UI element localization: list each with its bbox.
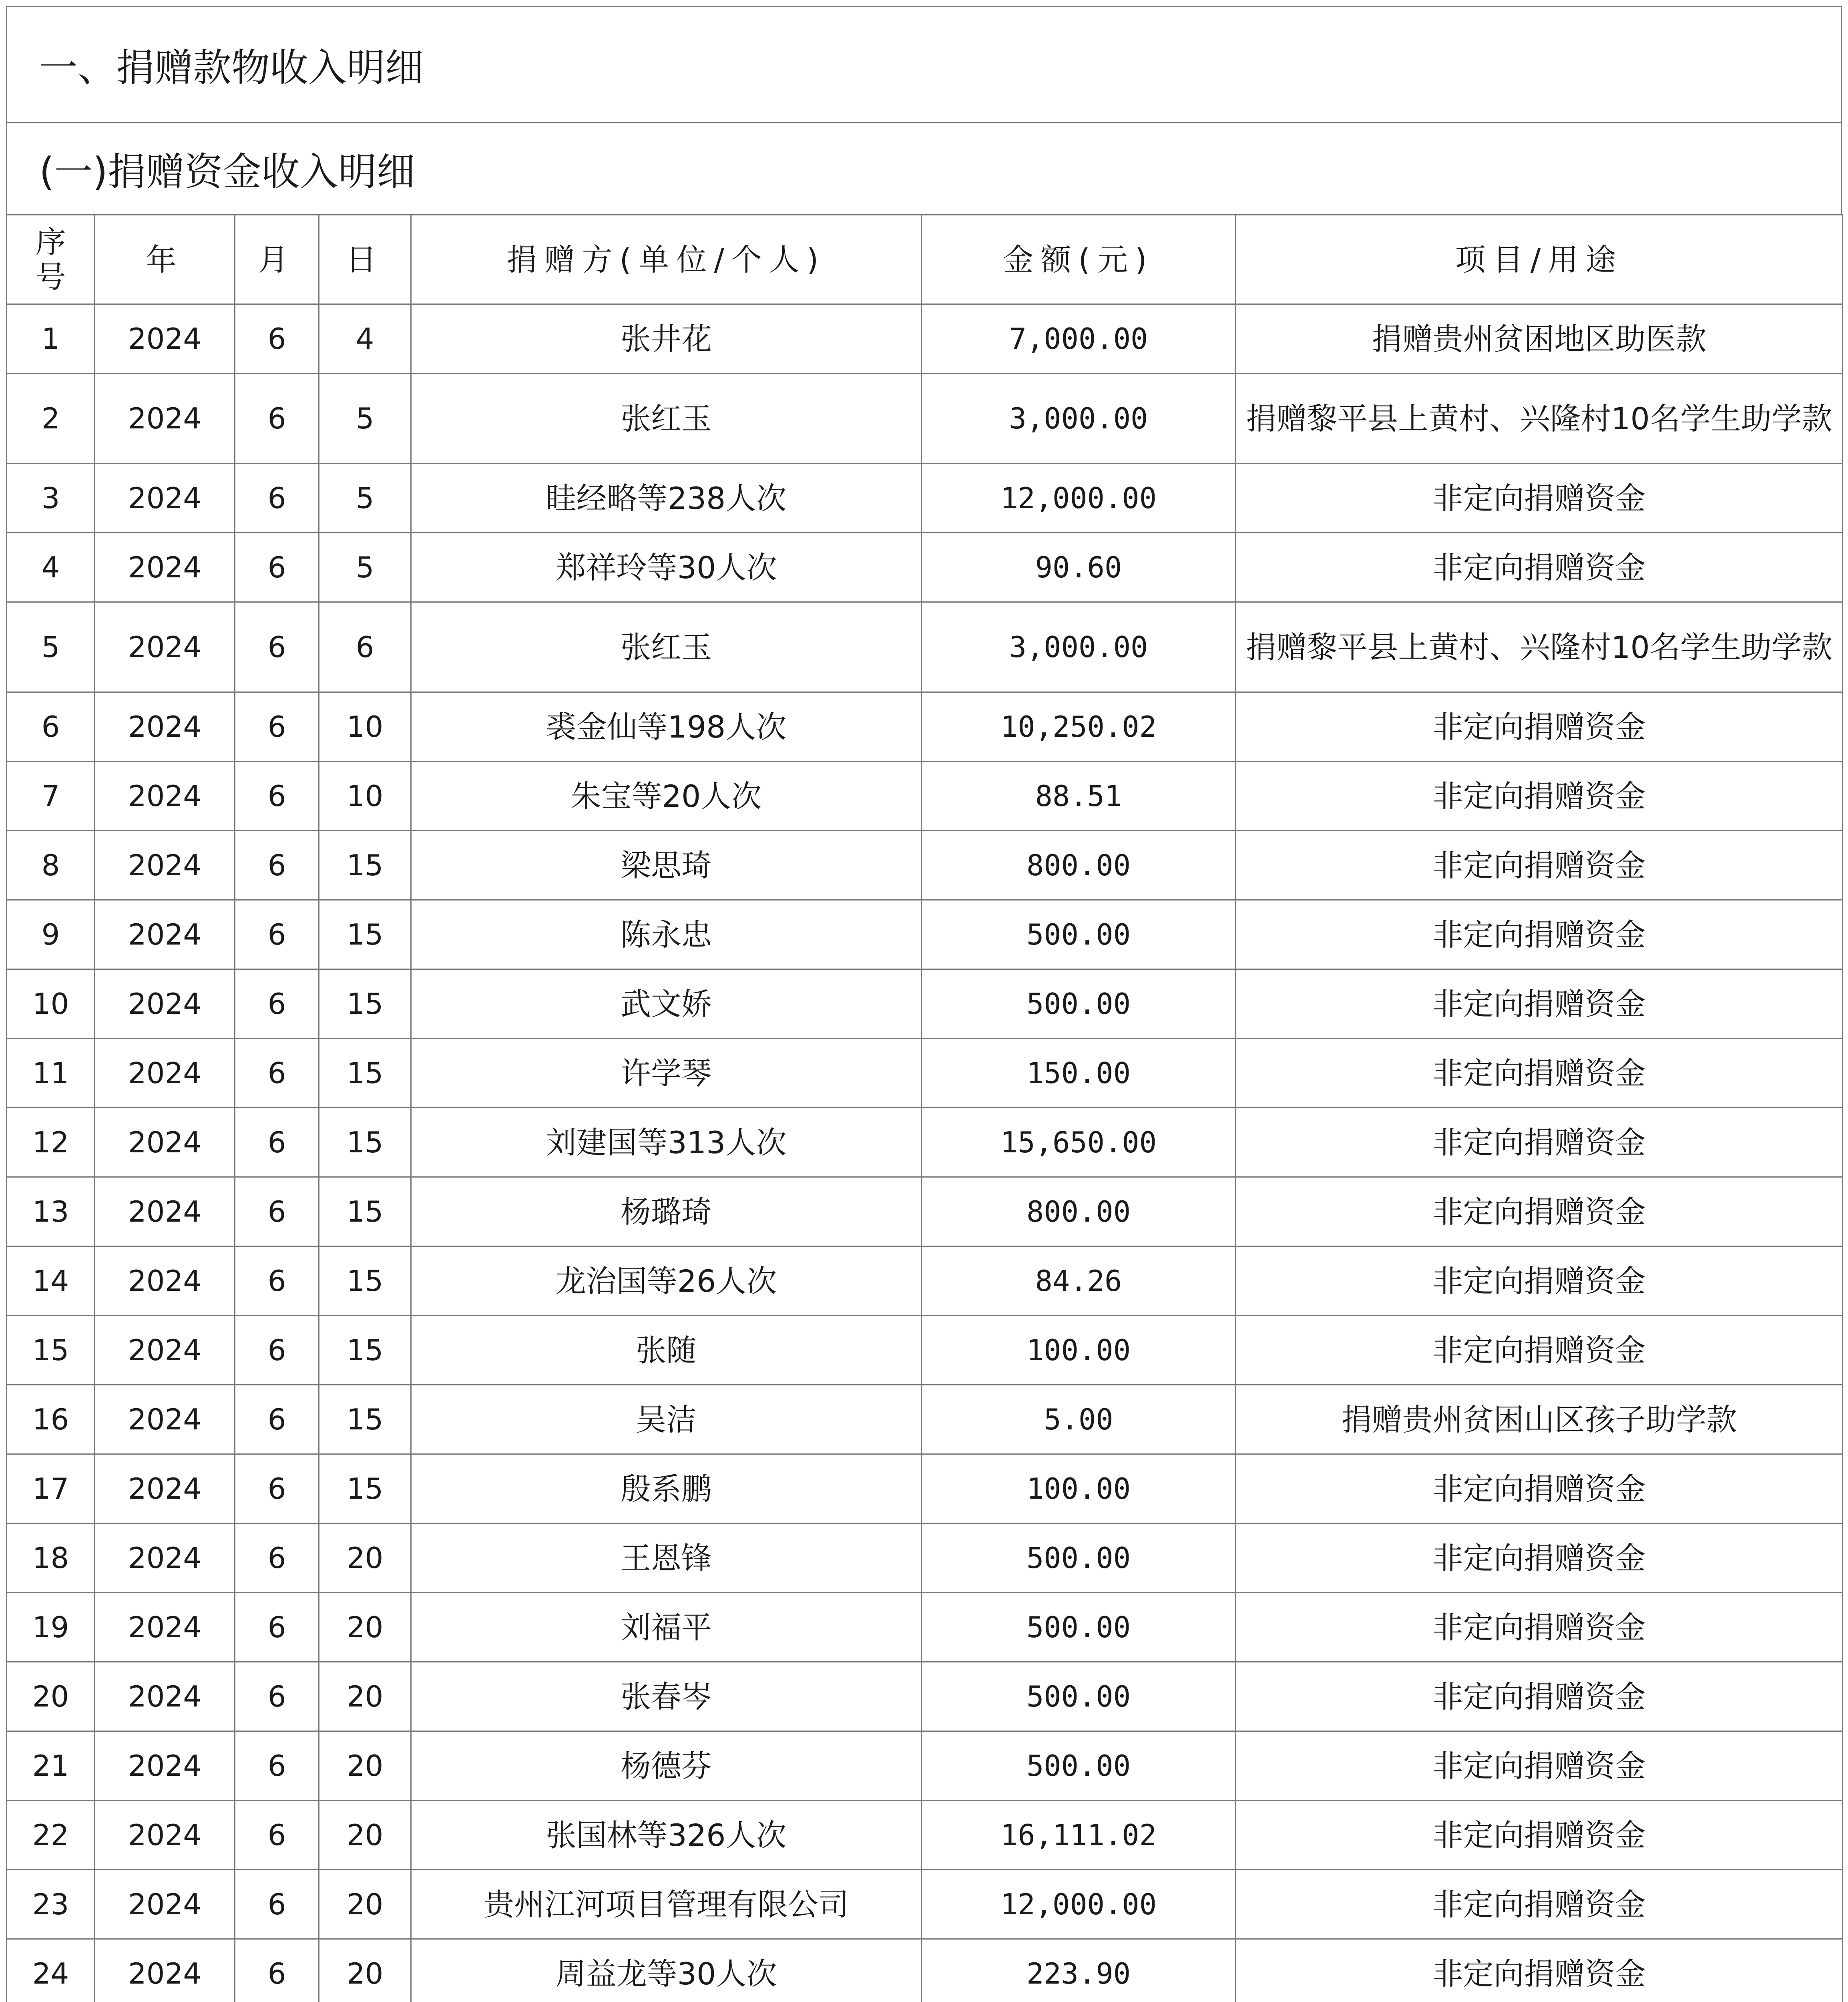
amount-cell: 88.51 bbox=[922, 762, 1236, 831]
purpose-cell: 非定向捐赠资金 bbox=[1236, 969, 1843, 1039]
donor-cell: 张红玉 bbox=[411, 374, 922, 464]
donor-cell: 张春岑 bbox=[411, 1662, 922, 1731]
year-cell: 2024 bbox=[95, 374, 235, 464]
donor-cell: 贵州江河项目管理有限公司 bbox=[411, 1870, 922, 1939]
purpose-cell: 非定向捐赠资金 bbox=[1236, 1593, 1843, 1662]
year-cell: 2024 bbox=[95, 969, 235, 1039]
year-cell: 2024 bbox=[95, 1870, 235, 1939]
seq-cell: 16 bbox=[7, 1385, 95, 1454]
donor-cell: 吴洁 bbox=[411, 1385, 922, 1454]
table-row bbox=[7, 831, 1843, 900]
day-cell: 10 bbox=[319, 692, 411, 762]
seq-cell: 20 bbox=[7, 1662, 95, 1731]
seq-cell: 10 bbox=[7, 969, 95, 1039]
seq-cell: 24 bbox=[7, 1939, 95, 2002]
day-cell: 20 bbox=[319, 1801, 411, 1870]
amount-cell: 16,111.02 bbox=[922, 1801, 1236, 1870]
table-row bbox=[7, 969, 1843, 1039]
amount-cell: 90.60 bbox=[922, 533, 1236, 602]
year-cell: 2024 bbox=[95, 1801, 235, 1870]
year-cell: 2024 bbox=[95, 304, 235, 374]
day-cell: 15 bbox=[319, 1177, 411, 1246]
month-cell: 6 bbox=[235, 762, 319, 831]
table-row bbox=[7, 1801, 1843, 1870]
amount-cell: 3,000.00 bbox=[922, 374, 1236, 464]
table-header-row bbox=[7, 215, 1843, 304]
donor-cell: 殷系鹏 bbox=[411, 1454, 922, 1524]
donor-cell: 裘金仙等198人次 bbox=[411, 692, 922, 762]
day-cell: 4 bbox=[319, 304, 411, 374]
year-cell: 2024 bbox=[95, 1662, 235, 1731]
year-cell: 2024 bbox=[95, 1524, 235, 1593]
amount-cell: 500.00 bbox=[922, 969, 1236, 1039]
day-cell: 20 bbox=[319, 1939, 411, 2002]
header-purpose: 项目/用途 bbox=[1236, 215, 1843, 304]
seq-cell: 22 bbox=[7, 1801, 95, 1870]
seq-cell: 21 bbox=[7, 1731, 95, 1801]
table-row bbox=[7, 1731, 1843, 1801]
donor-cell: 龙治国等26人次 bbox=[411, 1246, 922, 1316]
month-cell: 6 bbox=[235, 1662, 319, 1731]
day-cell: 15 bbox=[319, 1454, 411, 1524]
donor-cell: 张国林等326人次 bbox=[411, 1801, 922, 1870]
table-row bbox=[7, 1177, 1843, 1246]
year-cell: 2024 bbox=[95, 1246, 235, 1316]
seq-cell: 7 bbox=[7, 762, 95, 831]
day-cell: 15 bbox=[319, 900, 411, 969]
seq-cell: 17 bbox=[7, 1454, 95, 1524]
header-seq: 序 号 bbox=[7, 215, 95, 304]
amount-cell: 84.26 bbox=[922, 1246, 1236, 1316]
year-cell: 2024 bbox=[95, 1177, 235, 1246]
purpose-cell: 非定向捐赠资金 bbox=[1236, 1731, 1843, 1801]
year-cell: 2024 bbox=[95, 762, 235, 831]
table-row bbox=[7, 1524, 1843, 1593]
table-row bbox=[7, 1662, 1843, 1731]
amount-cell: 100.00 bbox=[922, 1454, 1236, 1524]
purpose-cell: 捐赠黎平县上黄村、兴隆村10名学生助学款 bbox=[1236, 602, 1843, 692]
table-row bbox=[7, 602, 1843, 692]
year-cell: 2024 bbox=[95, 692, 235, 762]
table-row bbox=[7, 1870, 1843, 1939]
month-cell: 6 bbox=[235, 1108, 319, 1177]
seq-cell: 14 bbox=[7, 1246, 95, 1316]
month-cell: 6 bbox=[235, 1593, 319, 1662]
amount-cell: 800.00 bbox=[922, 1177, 1236, 1246]
purpose-cell: 非定向捐赠资金 bbox=[1236, 1316, 1843, 1385]
month-cell: 6 bbox=[235, 304, 319, 374]
day-cell: 15 bbox=[319, 1108, 411, 1177]
header-day: 日 bbox=[319, 215, 411, 304]
donor-cell: 刘建国等313人次 bbox=[411, 1108, 922, 1177]
day-cell: 6 bbox=[319, 602, 411, 692]
year-cell: 2024 bbox=[95, 1939, 235, 2002]
amount-cell: 12,000.00 bbox=[922, 464, 1236, 533]
day-cell: 5 bbox=[319, 533, 411, 602]
donation-report bbox=[6, 6, 1842, 2002]
table-row bbox=[7, 692, 1843, 762]
seq-cell: 18 bbox=[7, 1524, 95, 1593]
amount-cell: 7,000.00 bbox=[922, 304, 1236, 374]
year-cell: 2024 bbox=[95, 533, 235, 602]
table-row bbox=[7, 1385, 1843, 1454]
purpose-cell: 非定向捐赠资金 bbox=[1236, 1177, 1843, 1246]
seq-cell: 8 bbox=[7, 831, 95, 900]
donor-cell: 郑祥玲等30人次 bbox=[411, 533, 922, 602]
day-cell: 20 bbox=[319, 1662, 411, 1731]
donor-cell: 武文娇 bbox=[411, 969, 922, 1039]
amount-cell: 10,250.02 bbox=[922, 692, 1236, 762]
purpose-cell: 非定向捐赠资金 bbox=[1236, 464, 1843, 533]
day-cell: 15 bbox=[319, 969, 411, 1039]
donor-cell: 刘福平 bbox=[411, 1593, 922, 1662]
donor-cell: 张红玉 bbox=[411, 602, 922, 692]
month-cell: 6 bbox=[235, 969, 319, 1039]
month-cell: 6 bbox=[235, 1731, 319, 1801]
year-cell: 2024 bbox=[95, 1385, 235, 1454]
amount-cell: 500.00 bbox=[922, 1731, 1236, 1801]
purpose-cell: 非定向捐赠资金 bbox=[1236, 1454, 1843, 1524]
donor-cell: 眭经略等238人次 bbox=[411, 464, 922, 533]
donor-cell: 杨璐琦 bbox=[411, 1177, 922, 1246]
month-cell: 6 bbox=[235, 602, 319, 692]
amount-cell: 100.00 bbox=[922, 1316, 1236, 1385]
month-cell: 6 bbox=[235, 1385, 319, 1454]
table-row bbox=[7, 1108, 1843, 1177]
donor-cell: 张随 bbox=[411, 1316, 922, 1385]
month-cell: 6 bbox=[235, 374, 319, 464]
donor-cell: 朱宝等20人次 bbox=[411, 762, 922, 831]
seq-cell: 4 bbox=[7, 533, 95, 602]
donor-cell: 许学琴 bbox=[411, 1039, 922, 1108]
header-year: 年 bbox=[95, 215, 235, 304]
donor-cell: 周益龙等30人次 bbox=[411, 1939, 922, 2002]
table-row bbox=[7, 1454, 1843, 1524]
purpose-cell: 非定向捐赠资金 bbox=[1236, 1246, 1843, 1316]
purpose-cell: 捐赠贵州贫困山区孩子助学款 bbox=[1236, 1385, 1843, 1454]
seq-cell: 19 bbox=[7, 1593, 95, 1662]
seq-cell: 2 bbox=[7, 374, 95, 464]
year-cell: 2024 bbox=[95, 1593, 235, 1662]
table-row bbox=[7, 374, 1843, 464]
month-cell: 6 bbox=[235, 1870, 319, 1939]
purpose-cell: 非定向捐赠资金 bbox=[1236, 1039, 1843, 1108]
amount-cell: 150.00 bbox=[922, 1039, 1236, 1108]
seq-cell: 13 bbox=[7, 1177, 95, 1246]
month-cell: 6 bbox=[235, 464, 319, 533]
header-amount: 金额(元) bbox=[922, 215, 1236, 304]
amount-cell: 3,000.00 bbox=[922, 602, 1236, 692]
day-cell: 15 bbox=[319, 831, 411, 900]
purpose-cell: 非定向捐赠资金 bbox=[1236, 762, 1843, 831]
donor-cell: 陈永忠 bbox=[411, 900, 922, 969]
seq-cell: 9 bbox=[7, 900, 95, 969]
year-cell: 2024 bbox=[95, 1731, 235, 1801]
seq-cell: 6 bbox=[7, 692, 95, 762]
seq-cell: 5 bbox=[7, 602, 95, 692]
month-cell: 6 bbox=[235, 1246, 319, 1316]
amount-cell: 12,000.00 bbox=[922, 1870, 1236, 1939]
donor-cell: 王恩锋 bbox=[411, 1524, 922, 1593]
purpose-cell: 非定向捐赠资金 bbox=[1236, 900, 1843, 969]
purpose-cell: 非定向捐赠资金 bbox=[1236, 692, 1843, 762]
year-cell: 2024 bbox=[95, 1454, 235, 1524]
purpose-cell: 非定向捐赠资金 bbox=[1236, 831, 1843, 900]
purpose-cell: 非定向捐赠资金 bbox=[1236, 1870, 1843, 1939]
header-month: 月 bbox=[235, 215, 319, 304]
purpose-cell: 非定向捐赠资金 bbox=[1236, 1939, 1843, 2002]
month-cell: 6 bbox=[235, 831, 319, 900]
seq-cell: 1 bbox=[7, 304, 95, 374]
section-title: 一、捐赠款物收入明细 bbox=[6, 6, 1842, 122]
month-cell: 6 bbox=[235, 1801, 319, 1870]
month-cell: 6 bbox=[235, 1939, 319, 2002]
amount-cell: 500.00 bbox=[922, 1524, 1236, 1593]
seq-cell: 12 bbox=[7, 1108, 95, 1177]
day-cell: 5 bbox=[319, 374, 411, 464]
table-row bbox=[7, 762, 1843, 831]
seq-cell: 11 bbox=[7, 1039, 95, 1108]
year-cell: 2024 bbox=[95, 1316, 235, 1385]
header-donor: 捐赠方(单位/个人) bbox=[411, 215, 922, 304]
table-row bbox=[7, 1316, 1843, 1385]
day-cell: 15 bbox=[319, 1385, 411, 1454]
purpose-cell: 非定向捐赠资金 bbox=[1236, 1801, 1843, 1870]
seq-cell: 15 bbox=[7, 1316, 95, 1385]
amount-cell: 223.90 bbox=[922, 1939, 1236, 2002]
day-cell: 15 bbox=[319, 1316, 411, 1385]
donor-cell: 梁思琦 bbox=[411, 831, 922, 900]
year-cell: 2024 bbox=[95, 900, 235, 969]
month-cell: 6 bbox=[235, 1039, 319, 1108]
donor-cell: 张井花 bbox=[411, 304, 922, 374]
table-row bbox=[7, 1593, 1843, 1662]
purpose-cell: 非定向捐赠资金 bbox=[1236, 1524, 1843, 1593]
donor-cell: 杨德芬 bbox=[411, 1731, 922, 1801]
day-cell: 15 bbox=[319, 1246, 411, 1316]
amount-cell: 500.00 bbox=[922, 1662, 1236, 1731]
month-cell: 6 bbox=[235, 900, 319, 969]
table-row bbox=[7, 900, 1843, 969]
amount-cell: 500.00 bbox=[922, 900, 1236, 969]
purpose-cell: 非定向捐赠资金 bbox=[1236, 1662, 1843, 1731]
month-cell: 6 bbox=[235, 533, 319, 602]
year-cell: 2024 bbox=[95, 831, 235, 900]
year-cell: 2024 bbox=[95, 1039, 235, 1108]
year-cell: 2024 bbox=[95, 1108, 235, 1177]
month-cell: 6 bbox=[235, 1454, 319, 1524]
amount-cell: 500.00 bbox=[922, 1593, 1236, 1662]
month-cell: 6 bbox=[235, 1524, 319, 1593]
amount-cell: 800.00 bbox=[922, 831, 1236, 900]
seq-cell: 3 bbox=[7, 464, 95, 533]
table-row bbox=[7, 1039, 1843, 1108]
purpose-cell: 捐赠黎平县上黄村、兴隆村10名学生助学款 bbox=[1236, 374, 1843, 464]
year-cell: 2024 bbox=[95, 464, 235, 533]
day-cell: 15 bbox=[319, 1039, 411, 1108]
month-cell: 6 bbox=[235, 1177, 319, 1246]
day-cell: 10 bbox=[319, 762, 411, 831]
table-row bbox=[7, 1246, 1843, 1316]
day-cell: 20 bbox=[319, 1524, 411, 1593]
month-cell: 6 bbox=[235, 692, 319, 762]
year-cell: 2024 bbox=[95, 602, 235, 692]
purpose-cell: 非定向捐赠资金 bbox=[1236, 1108, 1843, 1177]
purpose-cell: 捐赠贵州贫困地区助医款 bbox=[1236, 304, 1843, 374]
table-row bbox=[7, 1939, 1843, 2002]
month-cell: 6 bbox=[235, 1316, 319, 1385]
table-row bbox=[7, 533, 1843, 602]
purpose-cell: 非定向捐赠资金 bbox=[1236, 533, 1843, 602]
table-row bbox=[7, 304, 1843, 374]
subsection-title: (一)捐赠资金收入明细 bbox=[6, 122, 1842, 214]
day-cell: 20 bbox=[319, 1593, 411, 1662]
seq-cell: 23 bbox=[7, 1870, 95, 1939]
day-cell: 20 bbox=[319, 1870, 411, 1939]
donation-table bbox=[6, 214, 1843, 2002]
day-cell: 20 bbox=[319, 1731, 411, 1801]
table-row bbox=[7, 464, 1843, 533]
day-cell: 5 bbox=[319, 464, 411, 533]
amount-cell: 15,650.00 bbox=[922, 1108, 1236, 1177]
amount-cell: 5.00 bbox=[922, 1385, 1236, 1454]
